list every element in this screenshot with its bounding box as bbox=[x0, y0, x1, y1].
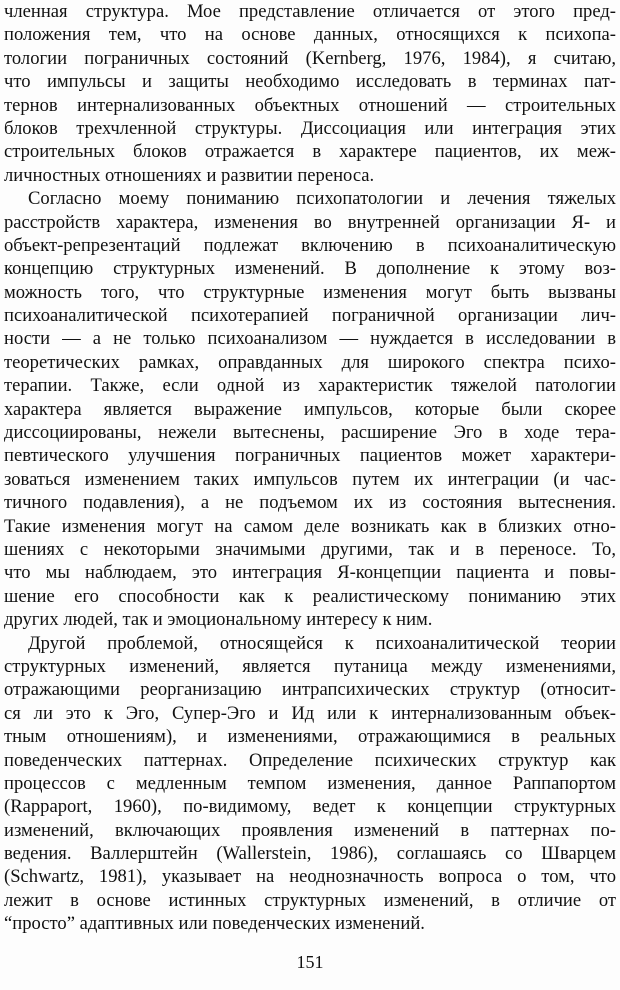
page-number: 151 bbox=[296, 952, 324, 972]
paragraph bbox=[4, 0, 616, 187]
text-line: Такие изменения могут на самом деле возникать как в близких отно- bbox=[4, 515, 616, 537]
text-line: (Schwartz, 1981), указывает на неоднозначность вопроса о том, что bbox=[4, 866, 616, 888]
text-line: зоваться изменением таких импульсов путем их интеграции (и час- bbox=[4, 468, 616, 490]
text-line: певтического улучшения пограничных пациентов может характери- bbox=[4, 445, 616, 467]
text-line: ся ли это к Эго, Супер-Эго и Ид или к интернализованным объек- bbox=[4, 702, 616, 724]
text-line: что мы наблюдаем, это интеграция Я-концепции пациента и повы- bbox=[4, 562, 616, 584]
text-line: характера является выражение импульсов, которые были скорее bbox=[4, 398, 616, 420]
text-line: концепцию структурных изменений. В дополнение к этому воз- bbox=[4, 258, 616, 280]
text-line: строительных блоков отражается в характере пациентов, их меж- bbox=[4, 141, 616, 163]
text-line: (Rappaport, 1960), по-видимому, ведет к концепции структурных bbox=[4, 796, 616, 818]
text-line: положения тем, что на основе данных, относящихся к психопа- bbox=[4, 24, 616, 46]
text-line: лежит в основе истинных структурных изменений, в отличие от bbox=[4, 889, 616, 911]
text-line: поведенческих паттернах. Определение психических структур как bbox=[4, 749, 616, 771]
text-line: других людей, так и эмоциональному интересу к ним. bbox=[4, 609, 433, 631]
text-line: что импульсы и защиты необходимо исследовать в терминах пат- bbox=[4, 71, 616, 93]
text-line: отражающими реорганизацию интрапсихических структур (относит- bbox=[4, 679, 616, 701]
text-line: ности — а не только психоанализом — нуждается в исследовании в bbox=[4, 328, 616, 350]
text-line: терапии. Также, если одной из характеристик тяжелой патологии bbox=[4, 375, 616, 397]
text-line: ведения. Валлерштейн (Wallerstein, 1986), соглашаясь со Шварцем bbox=[4, 843, 616, 865]
text-line: блоков трехчленной структуры. Диссоциация или интеграция этих bbox=[4, 117, 616, 139]
text-line: тернов интернализованных объектных отношений — строительных bbox=[4, 94, 616, 116]
text-line: можность того, что структурные изменения могут быть вызваны bbox=[4, 281, 616, 303]
text-line: теоретических рамках, оправданных для широкого спектра психо- bbox=[4, 351, 616, 373]
text-line: тным отношениям), и изменениями, отражающимися в реальных bbox=[4, 726, 616, 748]
text-line: “просто” адаптивных или поведенческих изменений. bbox=[4, 913, 425, 935]
text-line: процессов с медленным темпом изменения, данное Раппапортом bbox=[4, 772, 616, 794]
body-text bbox=[4, 0, 616, 936]
text-line: изменений, включающих проявления изменений в паттернах по- bbox=[4, 819, 616, 841]
text-line: психоаналитической психотерапией пограничной организации лич- bbox=[4, 305, 616, 327]
text-line: тологии пограничных состояний (Kernberg, 1976, 1984), я считаю, bbox=[4, 47, 616, 69]
text-line: шение его способности как к реалистическому пониманию этих bbox=[4, 585, 616, 607]
text-line: объект-репрезентаций подлежат включению в психоаналитическую bbox=[4, 234, 616, 256]
text-line: диссоциированы, нежели вытеснены, расширение Эго в ходе тера- bbox=[4, 422, 616, 444]
text-line: Другой проблемой, относящейся к психоаналитической теории bbox=[28, 632, 616, 654]
text-line: членная структура. Мое представление отличается от этого пред- bbox=[4, 1, 616, 22]
paragraph bbox=[4, 187, 616, 631]
text-line: расстройств характера, изменения во внутренней организации Я- и bbox=[4, 211, 616, 233]
text-line: личностных отношениях и развитии переноса. bbox=[4, 164, 375, 186]
text-line: структурных изменений, является путаница между изменениями, bbox=[4, 655, 616, 677]
text-line: шениях с некоторыми значимыми другими, так и в переносе. То, bbox=[4, 538, 616, 560]
text-line: тичного подавления), а не подъемом их из состояния вытеснения. bbox=[4, 492, 616, 514]
paragraph bbox=[4, 632, 616, 936]
text-line: Согласно моему пониманию психопатологии и лечения тяжелых bbox=[28, 188, 616, 210]
